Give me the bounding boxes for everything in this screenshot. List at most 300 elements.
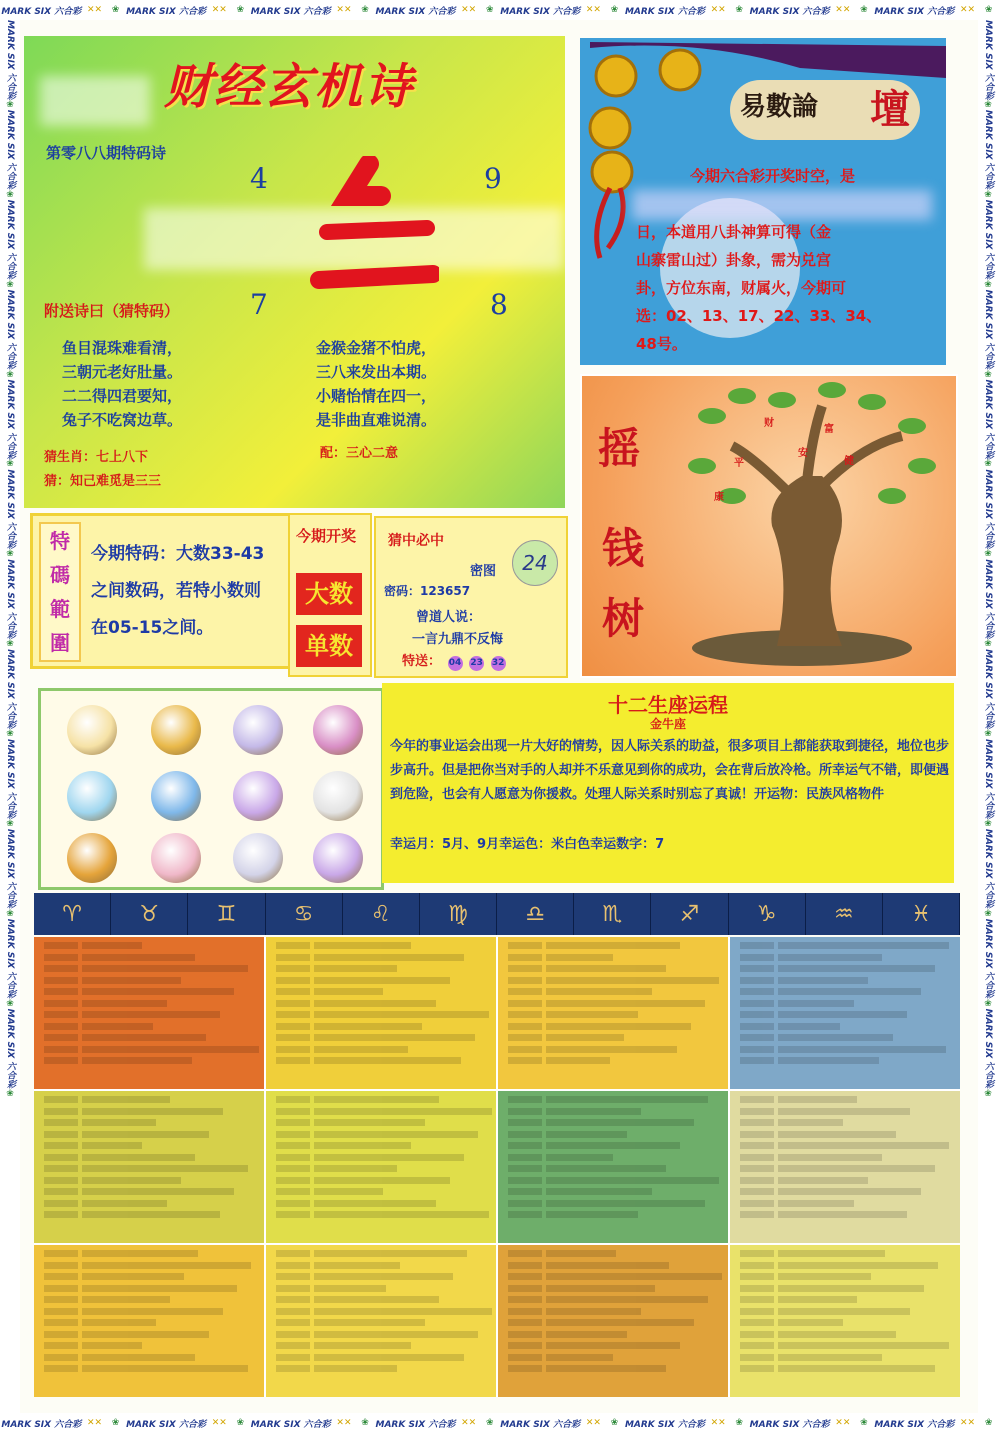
compat-row bbox=[272, 1353, 490, 1365]
guess-zodiac: 猜生肖：七上八下 bbox=[44, 450, 149, 465]
row-text-bar bbox=[82, 1011, 220, 1018]
libra-icon bbox=[233, 705, 283, 755]
row-label-bar bbox=[740, 1273, 774, 1280]
row-text-bar bbox=[314, 1296, 439, 1303]
row-label-bar bbox=[276, 988, 310, 995]
compat-row bbox=[40, 1318, 258, 1330]
row-label-bar bbox=[508, 1165, 542, 1172]
row-label-bar bbox=[740, 1119, 774, 1126]
row-text-bar bbox=[778, 1273, 871, 1280]
send-ball: 32 bbox=[491, 656, 506, 671]
row-text-bar bbox=[778, 1177, 868, 1184]
compat-row bbox=[272, 1176, 490, 1188]
row-text-bar bbox=[546, 988, 652, 995]
compat-row bbox=[504, 976, 722, 988]
compat-row bbox=[272, 1364, 490, 1376]
compat-row bbox=[272, 1199, 490, 1211]
compat-row bbox=[736, 1107, 954, 1119]
compat-row bbox=[504, 953, 722, 965]
row-text-bar bbox=[82, 1273, 184, 1280]
row-text-bar bbox=[778, 1108, 910, 1115]
row-text-bar bbox=[82, 1211, 220, 1218]
fortune-title-tan: 壇 bbox=[870, 86, 910, 133]
row-label-bar bbox=[276, 1273, 310, 1280]
row-text-bar bbox=[546, 1285, 655, 1292]
compat-row bbox=[736, 1272, 954, 1284]
row-label-bar bbox=[276, 1262, 310, 1269]
compat-row bbox=[736, 953, 954, 965]
compat-row bbox=[736, 1141, 954, 1153]
row-text-bar bbox=[82, 1331, 209, 1338]
compat-row bbox=[504, 1010, 722, 1022]
row-text-bar bbox=[314, 1096, 439, 1103]
left-border: MARK SIX 六合彩❀MARK SIX 六合彩❀MARK SIX 六合彩❀MARK SIX 六合彩❀MARK SIX 六合彩❀MARK SIX 六合彩❀MARK SIX 六合彩❀MARK SIX 六合彩❀MARK SIX 六合彩❀MARK SIX 六合彩❀MARK SIX 六合彩❀MARK SIX 六合彩❀ bbox=[0, 20, 20, 1413]
row-text-bar bbox=[778, 988, 921, 995]
verses-right bbox=[316, 336, 436, 432]
compat-row bbox=[40, 1199, 258, 1211]
row-text-bar bbox=[314, 1285, 386, 1292]
row-label-bar bbox=[276, 954, 310, 961]
row-text-bar bbox=[82, 1154, 195, 1161]
compat-row bbox=[272, 1341, 490, 1353]
row-label-bar bbox=[44, 1331, 78, 1338]
row-label-bar bbox=[740, 1331, 774, 1338]
row-text-bar bbox=[314, 965, 397, 972]
row-text-bar bbox=[778, 1331, 896, 1338]
compat-row bbox=[736, 1010, 954, 1022]
send-label: 特送： bbox=[402, 654, 442, 669]
cancer-icon: ♋ bbox=[266, 893, 343, 935]
fortune-panel bbox=[580, 38, 946, 365]
range-line: 在05-15之间。 bbox=[91, 618, 214, 638]
compat-row bbox=[40, 1272, 258, 1284]
zodiac-icon-grid bbox=[38, 688, 384, 890]
compat-row bbox=[736, 1095, 954, 1107]
zodiac-fortune-panel bbox=[382, 683, 954, 883]
compat-row bbox=[272, 953, 490, 965]
leo-icon bbox=[67, 833, 117, 883]
row-label-bar bbox=[508, 988, 542, 995]
special-range-panel bbox=[30, 513, 292, 669]
row-text-bar bbox=[546, 954, 613, 961]
compat-row bbox=[504, 999, 722, 1011]
compat-row bbox=[40, 1187, 258, 1199]
row-label-bar bbox=[508, 1250, 542, 1257]
compat-row bbox=[504, 1307, 722, 1319]
row-text-bar bbox=[314, 1011, 489, 1018]
compat-row bbox=[504, 1364, 722, 1376]
row-text-bar bbox=[314, 1057, 461, 1064]
row-label-bar bbox=[44, 1011, 78, 1018]
row-label-bar bbox=[44, 942, 78, 949]
row-text-bar bbox=[314, 1200, 436, 1207]
row-text-bar bbox=[82, 1188, 234, 1195]
big-red-character bbox=[309, 156, 439, 306]
row-label-bar bbox=[276, 965, 310, 972]
row-text-bar bbox=[546, 977, 719, 984]
row-label-bar bbox=[44, 1211, 78, 1218]
hit-title: 猜中必中 bbox=[388, 533, 444, 549]
draw-panel bbox=[288, 513, 372, 677]
row-label-bar bbox=[276, 1308, 310, 1315]
row-text-bar bbox=[82, 1131, 209, 1138]
row-text-bar bbox=[82, 988, 234, 995]
compat-row bbox=[504, 1353, 722, 1365]
row-label-bar bbox=[44, 1273, 78, 1280]
tree-title-char: 摇 bbox=[598, 424, 641, 473]
match-text: 配：三心二意 bbox=[320, 446, 399, 461]
compat-row bbox=[40, 1118, 258, 1130]
row-label-bar bbox=[740, 1131, 774, 1138]
row-text-bar bbox=[82, 1000, 167, 1007]
verses-left bbox=[62, 336, 182, 432]
compat-row bbox=[504, 1318, 722, 1330]
compat-row bbox=[272, 1272, 490, 1284]
row-text-bar bbox=[314, 1165, 397, 1172]
compat-row bbox=[40, 1284, 258, 1296]
row-text-bar bbox=[778, 1200, 854, 1207]
coin-label: 健 bbox=[844, 456, 854, 467]
compat-row bbox=[40, 1341, 258, 1353]
compat-cell bbox=[34, 937, 264, 1089]
fortune-title: 易數論 bbox=[740, 92, 819, 122]
row-label-bar bbox=[276, 1177, 310, 1184]
row-text-bar bbox=[82, 1046, 259, 1053]
compat-row bbox=[272, 964, 490, 976]
row-label-bar bbox=[740, 954, 774, 961]
row-label-bar bbox=[508, 1034, 542, 1041]
row-text-bar bbox=[314, 977, 450, 984]
row-label-bar bbox=[508, 942, 542, 949]
row-label-bar bbox=[276, 977, 310, 984]
sagittarius-icon bbox=[233, 771, 283, 821]
compat-row bbox=[272, 1095, 490, 1107]
row-label-bar bbox=[508, 1046, 542, 1053]
row-text-bar bbox=[82, 1262, 251, 1269]
compat-row bbox=[40, 1210, 258, 1222]
row-text-bar bbox=[546, 1108, 641, 1115]
row-text-bar bbox=[314, 1000, 436, 1007]
compat-row bbox=[736, 1056, 954, 1068]
row-text-bar bbox=[82, 1165, 248, 1172]
row-label-bar bbox=[276, 1000, 310, 1007]
compat-row bbox=[272, 1330, 490, 1342]
compat-row bbox=[40, 1130, 258, 1142]
row-text-bar bbox=[82, 1285, 237, 1292]
row-text-bar bbox=[778, 1142, 949, 1149]
row-label-bar bbox=[508, 954, 542, 961]
verse-line: 小赌怡情在四一， bbox=[316, 387, 437, 405]
row-text-bar bbox=[546, 1250, 616, 1257]
row-text-bar bbox=[778, 965, 935, 972]
row-label-bar bbox=[276, 1046, 310, 1053]
row-text-bar bbox=[778, 1296, 857, 1303]
row-text-bar bbox=[778, 1034, 893, 1041]
poem-panel bbox=[24, 36, 565, 508]
compat-row bbox=[504, 964, 722, 976]
row-label-bar bbox=[508, 1285, 542, 1292]
row-label-bar bbox=[740, 1188, 774, 1195]
compat-row bbox=[40, 1176, 258, 1188]
poem-number: 9 bbox=[484, 162, 502, 195]
compat-cell bbox=[730, 1091, 960, 1243]
compat-row bbox=[504, 1261, 722, 1273]
row-label-bar bbox=[740, 1034, 774, 1041]
row-text-bar bbox=[314, 1331, 478, 1338]
compat-row bbox=[504, 1045, 722, 1057]
compat-row bbox=[504, 1141, 722, 1153]
compat-cell bbox=[498, 937, 728, 1089]
row-text-bar bbox=[778, 1096, 857, 1103]
fortune-line: 卦，方位东南，财属火，今期可 bbox=[636, 279, 847, 297]
hit-panel bbox=[374, 516, 568, 678]
compat-row bbox=[736, 1284, 954, 1296]
row-label-bar bbox=[44, 1057, 78, 1064]
zodiac-fortune-body: 今年的事业运会出现一片大好的情势，因人际关系的助益，很多项目上都能获取到捷径，地位也步步高升。但是把你当对手的人却并不乐意见到你的成功，会在背后放冷枪。所幸运气不错，即便遇到危险，也会有人愿意为你援救。处理人际关系时别忘了真诚！开运物：民族风格物件 bbox=[390, 739, 950, 802]
row-text-bar bbox=[82, 1342, 142, 1349]
row-label-bar bbox=[508, 1262, 542, 1269]
compat-cell bbox=[34, 1245, 264, 1397]
row-label-bar bbox=[44, 1096, 78, 1103]
compat-row bbox=[40, 1141, 258, 1153]
row-text-bar bbox=[82, 1365, 248, 1372]
row-text-bar bbox=[778, 1342, 949, 1349]
coin-label: 财 bbox=[764, 418, 774, 429]
row-text-bar bbox=[778, 977, 868, 984]
row-text-bar bbox=[82, 942, 142, 949]
row-text-bar bbox=[546, 1131, 627, 1138]
row-text-bar bbox=[778, 1165, 935, 1172]
virgo-icon: ♍ bbox=[420, 893, 497, 935]
row-label-bar bbox=[508, 1200, 542, 1207]
row-text-bar bbox=[778, 1354, 882, 1361]
leo-icon: ♌ bbox=[343, 893, 420, 935]
compat-row bbox=[736, 1341, 954, 1353]
poem-number: 8 bbox=[490, 288, 508, 321]
compat-row bbox=[272, 1130, 490, 1142]
row-label-bar bbox=[44, 1177, 78, 1184]
compat-row bbox=[40, 1295, 258, 1307]
row-text-bar bbox=[778, 1188, 921, 1195]
row-label-bar bbox=[508, 1273, 542, 1280]
row-text-bar bbox=[314, 1262, 400, 1269]
gemini-icon: ♊ bbox=[188, 893, 265, 935]
row-label-bar bbox=[740, 1165, 774, 1172]
poem-number: 4 bbox=[250, 162, 268, 195]
row-text-bar bbox=[314, 1342, 411, 1349]
quote-intro: 曾道人说： bbox=[416, 610, 482, 625]
capricorn-icon bbox=[313, 771, 363, 821]
range-label-char: 碼 bbox=[50, 563, 70, 587]
compat-row bbox=[736, 1045, 954, 1057]
row-label-bar bbox=[508, 1177, 542, 1184]
row-text-bar bbox=[314, 1365, 397, 1372]
compat-row bbox=[40, 941, 258, 953]
verse-line: 三八来发出本期。 bbox=[316, 363, 437, 381]
row-label-bar bbox=[44, 988, 78, 995]
row-text-bar bbox=[546, 1177, 719, 1184]
row-text-bar bbox=[314, 1046, 408, 1053]
compat-row bbox=[504, 1033, 722, 1045]
compat-row bbox=[504, 1153, 722, 1165]
row-text-bar bbox=[82, 1119, 156, 1126]
compat-row bbox=[736, 1261, 954, 1273]
verse-line: 鱼目混珠难看清， bbox=[62, 339, 183, 357]
row-label-bar bbox=[44, 965, 78, 972]
row-text-bar bbox=[546, 1000, 705, 1007]
compat-row bbox=[272, 976, 490, 988]
row-label-bar bbox=[276, 1285, 310, 1292]
range-label bbox=[39, 522, 81, 662]
row-label-bar bbox=[740, 1319, 774, 1326]
row-text-bar bbox=[314, 1131, 478, 1138]
row-text-bar bbox=[546, 1296, 708, 1303]
compat-row bbox=[272, 1056, 490, 1068]
row-text-bar bbox=[546, 1023, 691, 1030]
send-ball: 23 bbox=[469, 656, 484, 671]
row-label-bar bbox=[276, 1142, 310, 1149]
verse-line: 金猴金猪不怕虎， bbox=[316, 339, 437, 357]
row-text-bar bbox=[314, 1154, 464, 1161]
row-text-bar bbox=[546, 1331, 627, 1338]
virgo-icon bbox=[151, 833, 201, 883]
row-label-bar bbox=[740, 1296, 774, 1303]
row-label-bar bbox=[740, 1200, 774, 1207]
row-text-bar bbox=[82, 1296, 170, 1303]
aquarius-icon: ♒ bbox=[806, 893, 883, 935]
row-label-bar bbox=[508, 1057, 542, 1064]
row-text-bar bbox=[546, 1262, 669, 1269]
row-label-bar bbox=[740, 1177, 774, 1184]
compat-row bbox=[736, 999, 954, 1011]
row-label-bar bbox=[44, 1119, 78, 1126]
compat-row bbox=[272, 1295, 490, 1307]
compat-row bbox=[736, 1022, 954, 1034]
verse-line: 三朝元老好肚量。 bbox=[62, 363, 183, 381]
row-label-bar bbox=[276, 1023, 310, 1030]
compat-cell bbox=[730, 937, 960, 1089]
zodiac-compat-table bbox=[34, 937, 960, 1397]
compat-row bbox=[736, 1330, 954, 1342]
row-label-bar bbox=[508, 1342, 542, 1349]
row-label-bar bbox=[44, 1131, 78, 1138]
row-text-bar bbox=[778, 1285, 924, 1292]
verse-line: 兔子不吃窝边草。 bbox=[62, 411, 183, 429]
row-text-bar bbox=[546, 1119, 694, 1126]
taurus-icon: ♉ bbox=[111, 893, 188, 935]
compat-row bbox=[736, 1364, 954, 1376]
blur-patch bbox=[40, 76, 150, 126]
row-text-bar bbox=[546, 1046, 677, 1053]
row-label-bar bbox=[740, 1211, 774, 1218]
row-label-bar bbox=[44, 954, 78, 961]
row-text-bar bbox=[82, 1023, 153, 1030]
compat-row bbox=[736, 1033, 954, 1045]
compat-row bbox=[736, 976, 954, 988]
cancer-icon bbox=[151, 771, 201, 821]
row-label-bar bbox=[508, 965, 542, 972]
row-label-bar bbox=[276, 1200, 310, 1207]
row-label-bar bbox=[508, 1142, 542, 1149]
row-text-bar bbox=[82, 1177, 181, 1184]
row-text-bar bbox=[546, 1034, 624, 1041]
row-label-bar bbox=[276, 1131, 310, 1138]
compat-row bbox=[736, 1164, 954, 1176]
secret-label: 密图 bbox=[470, 564, 497, 579]
row-label-bar bbox=[44, 1319, 78, 1326]
compat-row bbox=[736, 1295, 954, 1307]
blur-patch bbox=[632, 190, 932, 220]
draw-size-box: 大数 bbox=[296, 573, 362, 615]
zodiac-lucky-line: 幸运月：5月、9月幸运色：米白色幸运数字：7 bbox=[390, 837, 665, 852]
compat-row bbox=[272, 1284, 490, 1296]
compat-row bbox=[504, 1249, 722, 1261]
taurus-icon bbox=[151, 705, 201, 755]
compat-row bbox=[504, 1187, 722, 1199]
row-label-bar bbox=[740, 1354, 774, 1361]
row-label-bar bbox=[508, 1154, 542, 1161]
row-label-bar bbox=[276, 1119, 310, 1126]
row-text-bar bbox=[82, 1096, 170, 1103]
compat-row bbox=[272, 1022, 490, 1034]
row-label-bar bbox=[44, 1200, 78, 1207]
row-text-bar bbox=[546, 965, 666, 972]
row-text-bar bbox=[546, 1096, 708, 1103]
coin-label: 富 bbox=[824, 424, 834, 435]
row-label-bar bbox=[740, 1108, 774, 1115]
capricorn-icon: ♑ bbox=[729, 893, 806, 935]
compat-row bbox=[504, 1199, 722, 1211]
compat-row bbox=[272, 1210, 490, 1222]
compat-row bbox=[40, 1153, 258, 1165]
coin-label: 平 bbox=[734, 458, 744, 469]
draw-parity-box: 单数 bbox=[296, 625, 362, 667]
row-label-bar bbox=[276, 1034, 310, 1041]
range-line: 今期特码：大数33-43 bbox=[91, 544, 265, 564]
row-label-bar bbox=[740, 1308, 774, 1315]
row-text-bar bbox=[314, 1211, 489, 1218]
row-label-bar bbox=[740, 977, 774, 984]
row-text-bar bbox=[314, 954, 464, 961]
range-label-char: 範 bbox=[50, 597, 70, 621]
row-label-bar bbox=[740, 1342, 774, 1349]
row-label-bar bbox=[276, 1331, 310, 1338]
compat-row bbox=[40, 1033, 258, 1045]
compat-row bbox=[504, 1330, 722, 1342]
row-text-bar bbox=[82, 1200, 167, 1207]
compat-row bbox=[504, 1284, 722, 1296]
guess-text: 猜：知己难觅是三三 bbox=[44, 474, 162, 489]
range-line: 之间数码，若特小数则 bbox=[91, 581, 261, 601]
compat-row bbox=[736, 1130, 954, 1142]
row-text-bar bbox=[778, 1000, 854, 1007]
row-label-bar bbox=[44, 1354, 78, 1361]
compat-row bbox=[736, 1199, 954, 1211]
bottom-border: MARK SIX 六合彩 ✕✕ ❀ MARK SIX 六合彩 ✕✕ ❀ MARK SIX 六合彩 ✕✕ ❀ MARK SIX 六合彩 ✕✕ ❀ MARK SIX 六合彩 ✕✕ ❀ MARK SIX 六合彩 ✕✕ ❀ MARK SIX 六合彩 ✕✕ ❀ MARK SIX 六合彩 ✕✕ ❀ bbox=[0, 1413, 998, 1433]
compat-row bbox=[40, 1010, 258, 1022]
row-text-bar bbox=[546, 1154, 613, 1161]
aries-icon: ♈ bbox=[34, 893, 111, 935]
compat-row bbox=[504, 1095, 722, 1107]
compat-row bbox=[736, 1118, 954, 1130]
issue-heading: 第零八八期特码诗 bbox=[46, 144, 167, 162]
row-label-bar bbox=[508, 1096, 542, 1103]
compat-row bbox=[40, 1022, 258, 1034]
row-text-bar bbox=[546, 1142, 680, 1149]
row-label-bar bbox=[740, 1011, 774, 1018]
row-label-bar bbox=[44, 1046, 78, 1053]
row-text-bar bbox=[546, 1365, 666, 1372]
